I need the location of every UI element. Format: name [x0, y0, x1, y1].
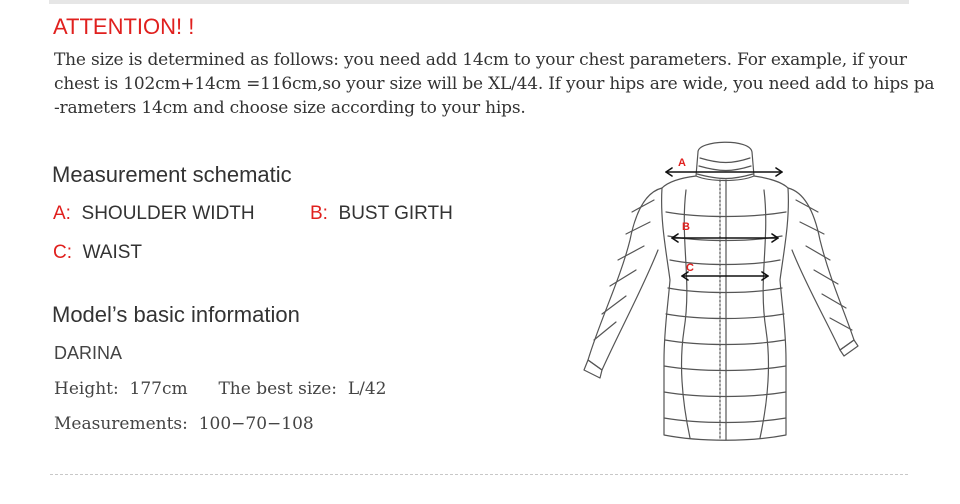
model-height-row [54, 379, 386, 399]
model-measurements-row [54, 414, 314, 434]
diagram-label-b: B [682, 221, 690, 233]
legend-item-bust-girth [310, 203, 453, 225]
diagram-label-c: C [686, 262, 694, 274]
top-divider [49, 0, 909, 4]
attention-heading: ATTENTION! ! [53, 14, 195, 39]
model-name: DARINA [54, 343, 123, 363]
jacket-body [662, 176, 789, 440]
legend-letter: A: [53, 203, 71, 224]
jacket-measurement-diagram [560, 130, 870, 450]
legend-letter: B: [310, 203, 328, 224]
size-instructions [54, 48, 935, 120]
shoulder-width-arrow [666, 168, 782, 176]
jacket-collar [696, 142, 754, 180]
legend-label: WAIST [82, 242, 143, 263]
height-label: Height: [54, 379, 119, 399]
legend-label: SHOULDER WIDTH [81, 203, 255, 224]
legend-item-waist [53, 242, 142, 264]
legend-label: BUST GIRTH [338, 203, 453, 224]
instruction-line: chest is 102cm+14cm =116cm,so your size will be XL/44. If your hips are wide, you need add to hips pa [54, 74, 935, 94]
waist-arrow [682, 272, 768, 280]
best-size-value: L/42 [347, 379, 387, 399]
jacket-right-sleeve [788, 188, 858, 356]
measurements-value: 100−70−108 [198, 414, 314, 434]
instruction-line: -rameters 14cm and choose size according to your hips. [54, 98, 526, 118]
bottom-divider [50, 474, 908, 475]
legend-letter: C: [53, 242, 72, 263]
height-value: 177cm [129, 379, 188, 399]
instruction-line: The size is determined as follows: you need add 14cm to your chest parameters. For example, if your [54, 50, 907, 70]
jacket-left-sleeve [584, 188, 662, 378]
model-info-title: Model’s basic information [52, 302, 300, 327]
best-size-label: The best size: [218, 379, 337, 399]
legend-item-shoulder-width [53, 203, 255, 225]
diagram-label-a: A [678, 157, 686, 169]
schematic-title: Measurement schematic [52, 162, 292, 187]
measurements-label: Measurements: [54, 414, 188, 434]
